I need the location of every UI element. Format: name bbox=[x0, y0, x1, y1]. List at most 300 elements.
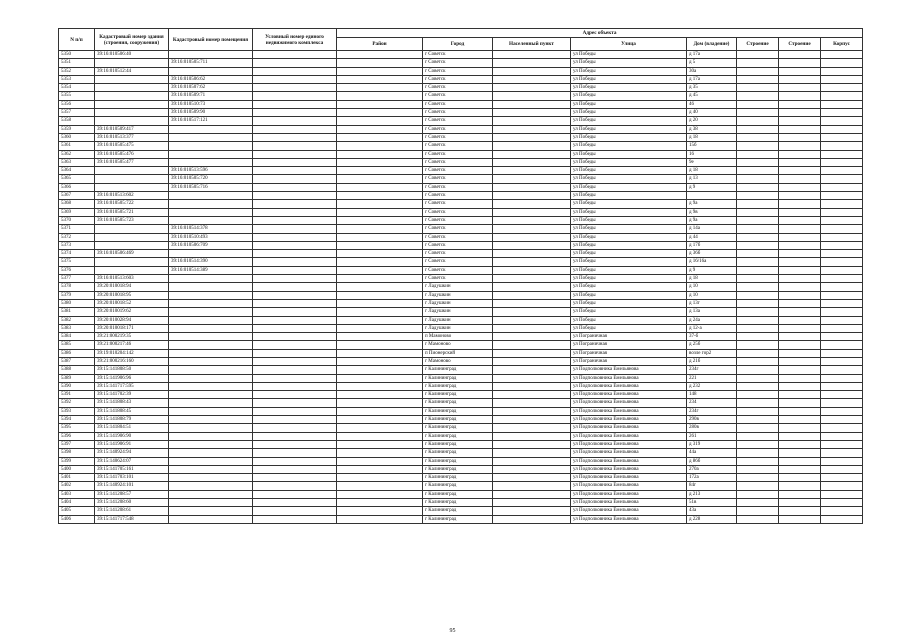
cell-flat bbox=[821, 341, 863, 349]
cell-city: г Ладушкин bbox=[423, 299, 493, 307]
cell-korpus bbox=[737, 183, 779, 191]
cell-stroenie bbox=[779, 51, 821, 59]
cell-complex-num bbox=[253, 216, 337, 224]
cell-flat bbox=[821, 216, 863, 224]
cell-street: ул Победы bbox=[571, 308, 687, 316]
cell-stroenie bbox=[779, 357, 821, 365]
cell-street: ул Победы bbox=[571, 67, 687, 75]
cell-stroenie bbox=[779, 125, 821, 133]
cell-street: ул Подполковника Емельянова bbox=[571, 382, 687, 390]
cell-complex-num bbox=[253, 391, 337, 399]
cell-district bbox=[337, 357, 423, 365]
cell-complex-num bbox=[253, 457, 337, 465]
cell-building-cad: 39:16:010513:377 bbox=[95, 133, 169, 141]
cell-flat bbox=[821, 84, 863, 92]
cell-district bbox=[337, 225, 423, 233]
table-row bbox=[59, 482, 863, 490]
cell-city: г Калининград bbox=[423, 391, 493, 399]
cell-complex-num bbox=[253, 283, 337, 291]
header-district: Район bbox=[337, 38, 423, 51]
cell-house: д 10 bbox=[687, 291, 737, 299]
cell-settlement bbox=[493, 150, 571, 158]
cell-house: 234г bbox=[687, 366, 737, 374]
cell-building-cad bbox=[95, 266, 169, 274]
cell-korpus bbox=[737, 175, 779, 183]
cell-complex-num bbox=[253, 275, 337, 283]
cell-city: г Калининград bbox=[423, 399, 493, 407]
cell-building-cad: 39:20:010019:62 bbox=[95, 308, 169, 316]
cell-flat bbox=[821, 250, 863, 258]
cell-street: ул Победы bbox=[571, 133, 687, 141]
cell-premise-cad bbox=[169, 133, 253, 141]
cell-street: ул Подполковника Емельянова bbox=[571, 374, 687, 382]
cell-complex-num bbox=[253, 349, 337, 357]
cell-row-num: 5389 bbox=[59, 374, 95, 382]
cell-city: г Советск bbox=[423, 266, 493, 274]
table-row bbox=[59, 341, 863, 349]
cell-korpus bbox=[737, 474, 779, 482]
cell-house: д 16/16а bbox=[687, 258, 737, 266]
cell-street: ул Подполковника Емельянова bbox=[571, 490, 687, 498]
cell-street: ул Подполковника Емельянова bbox=[571, 416, 687, 424]
cell-city: п Мамоново bbox=[423, 333, 493, 341]
cell-house: д 5 bbox=[687, 59, 737, 67]
table-row bbox=[59, 407, 863, 415]
cell-flat bbox=[821, 316, 863, 324]
cell-street: ул Подполковника Емельянова bbox=[571, 474, 687, 482]
table-row bbox=[59, 474, 863, 482]
cell-building-cad: 39:15:141208:60 bbox=[95, 499, 169, 507]
cell-street: ул Победы bbox=[571, 208, 687, 216]
cell-complex-num bbox=[253, 250, 337, 258]
cell-street: ул Победы bbox=[571, 258, 687, 266]
cell-city: г Калининград bbox=[423, 432, 493, 440]
cell-house: д 25б bbox=[687, 341, 737, 349]
cell-city: г Советск bbox=[423, 100, 493, 108]
table-row bbox=[59, 424, 863, 432]
cell-district bbox=[337, 117, 423, 125]
table-row bbox=[59, 499, 863, 507]
cell-complex-num bbox=[253, 133, 337, 141]
cell-building-cad bbox=[95, 258, 169, 266]
cell-flat bbox=[821, 374, 863, 382]
cell-district bbox=[337, 515, 423, 523]
cell-premise-cad bbox=[169, 399, 253, 407]
table-row bbox=[59, 399, 863, 407]
cell-district bbox=[337, 250, 423, 258]
cell-district bbox=[337, 407, 423, 415]
cell-row-num: 5351 bbox=[59, 59, 95, 67]
cell-house: 51в bbox=[687, 499, 737, 507]
cell-korpus bbox=[737, 258, 779, 266]
cell-stroenie bbox=[779, 150, 821, 158]
cell-row-num: 5358 bbox=[59, 117, 95, 125]
cell-district bbox=[337, 216, 423, 224]
cell-row-num: 5371 bbox=[59, 225, 95, 233]
cell-settlement bbox=[493, 92, 571, 100]
cell-complex-num bbox=[253, 299, 337, 307]
table-row bbox=[59, 416, 863, 424]
cell-street: ул Победы bbox=[571, 117, 687, 125]
cell-premise-cad bbox=[169, 382, 253, 390]
cell-complex-num bbox=[253, 67, 337, 75]
cell-house: 15б bbox=[687, 142, 737, 150]
table-row bbox=[59, 117, 863, 125]
cell-row-num: 5391 bbox=[59, 391, 95, 399]
cell-street: ул Победы bbox=[571, 216, 687, 224]
cell-city: г Советск bbox=[423, 241, 493, 249]
cell-building-cad: 39:16:010512:44 bbox=[95, 67, 169, 75]
cell-premise-cad bbox=[169, 283, 253, 291]
cell-building-cad bbox=[95, 225, 169, 233]
cell-premise-cad bbox=[169, 440, 253, 448]
cell-house: 46 bbox=[687, 100, 737, 108]
cell-house: 16 bbox=[687, 150, 737, 158]
cell-row-num: 5372 bbox=[59, 233, 95, 241]
cell-stroenie bbox=[779, 208, 821, 216]
cell-premise-cad: 39:16:010514:378 bbox=[169, 225, 253, 233]
cell-house: д 14а bbox=[687, 225, 737, 233]
cell-complex-num bbox=[253, 440, 337, 448]
cell-premise-cad bbox=[169, 474, 253, 482]
table-row bbox=[59, 366, 863, 374]
cell-district bbox=[337, 324, 423, 332]
cell-flat bbox=[821, 474, 863, 482]
cell-settlement bbox=[493, 175, 571, 183]
cell-korpus bbox=[737, 200, 779, 208]
cell-building-cad: 39:15:141804:51 bbox=[95, 424, 169, 432]
cell-district bbox=[337, 142, 423, 150]
cell-settlement bbox=[493, 109, 571, 117]
cell-building-cad: 39:15:140624:07 bbox=[95, 457, 169, 465]
cell-row-num: 5392 bbox=[59, 399, 95, 407]
cell-street: ул Подполковника Емельянова bbox=[571, 457, 687, 465]
table-row bbox=[59, 158, 863, 166]
cell-city: г Калининград bbox=[423, 465, 493, 473]
cell-house: 84г bbox=[687, 482, 737, 490]
cell-stroenie bbox=[779, 175, 821, 183]
cell-row-num: 5405 bbox=[59, 507, 95, 515]
cell-flat bbox=[821, 432, 863, 440]
cell-street: ул Победы bbox=[571, 183, 687, 191]
cell-settlement bbox=[493, 399, 571, 407]
cell-district bbox=[337, 382, 423, 390]
cell-house: 270а bbox=[687, 465, 737, 473]
cell-stroenie bbox=[779, 250, 821, 258]
table-row bbox=[59, 391, 863, 399]
cell-street: ул Победы bbox=[571, 84, 687, 92]
cell-house: 261 bbox=[687, 432, 737, 440]
cell-premise-cad bbox=[169, 499, 253, 507]
cell-korpus bbox=[737, 316, 779, 324]
cell-stroenie bbox=[779, 440, 821, 448]
header-house: Дом (владение) bbox=[687, 38, 737, 51]
cell-street: ул Победы bbox=[571, 100, 687, 108]
cell-settlement bbox=[493, 225, 571, 233]
cell-settlement bbox=[493, 382, 571, 390]
cell-premise-cad bbox=[169, 333, 253, 341]
cell-flat bbox=[821, 490, 863, 498]
cell-settlement bbox=[493, 233, 571, 241]
table-row bbox=[59, 316, 863, 324]
cell-settlement bbox=[493, 275, 571, 283]
cell-city: г Советск bbox=[423, 258, 493, 266]
cell-complex-num bbox=[253, 150, 337, 158]
cell-stroenie bbox=[779, 167, 821, 175]
table-row bbox=[59, 357, 863, 365]
cell-row-num: 5385 bbox=[59, 341, 95, 349]
cell-korpus bbox=[737, 158, 779, 166]
cell-settlement bbox=[493, 51, 571, 59]
cell-row-num: 5381 bbox=[59, 308, 95, 316]
cell-stroenie bbox=[779, 474, 821, 482]
cell-city: г Советск bbox=[423, 125, 493, 133]
cell-building-cad: 39:15:141808:50 bbox=[95, 366, 169, 374]
cell-stroenie bbox=[779, 117, 821, 125]
cell-city: г Советск bbox=[423, 250, 493, 258]
cell-house: д 38 bbox=[687, 125, 737, 133]
cell-building-cad: 39:15:141703:101 bbox=[95, 474, 169, 482]
cell-settlement bbox=[493, 457, 571, 465]
cell-settlement bbox=[493, 183, 571, 191]
cell-city: г Ладушкин bbox=[423, 308, 493, 316]
cell-building-cad: 39:21:000216:160 bbox=[95, 357, 169, 365]
cell-korpus bbox=[737, 482, 779, 490]
cell-complex-num bbox=[253, 233, 337, 241]
cell-stroenie bbox=[779, 349, 821, 357]
cell-street: ул Победы bbox=[571, 109, 687, 117]
cell-stroenie bbox=[779, 133, 821, 141]
cell-house: д 9а bbox=[687, 200, 737, 208]
cell-district bbox=[337, 150, 423, 158]
cell-building-cad: 39:20:010018:171 bbox=[95, 324, 169, 332]
cell-building-cad bbox=[95, 59, 169, 67]
cell-street: ул Пограничная bbox=[571, 341, 687, 349]
cell-flat bbox=[821, 200, 863, 208]
cell-row-num: 5401 bbox=[59, 474, 95, 482]
cell-complex-num bbox=[253, 200, 337, 208]
cell-flat bbox=[821, 507, 863, 515]
cell-row-num: 5383 bbox=[59, 324, 95, 332]
cell-settlement bbox=[493, 192, 571, 200]
cell-settlement bbox=[493, 333, 571, 341]
table-row bbox=[59, 175, 863, 183]
cell-premise-cad bbox=[169, 150, 253, 158]
cell-row-num: 5368 bbox=[59, 200, 95, 208]
cell-settlement bbox=[493, 283, 571, 291]
cell-flat bbox=[821, 416, 863, 424]
cell-building-cad: 39:15:141808:79 bbox=[95, 416, 169, 424]
cell-premise-cad bbox=[169, 374, 253, 382]
cell-house: д 17а bbox=[687, 51, 737, 59]
cell-settlement bbox=[493, 167, 571, 175]
cell-city: г Советск bbox=[423, 133, 493, 141]
table-row bbox=[59, 299, 863, 307]
table-row bbox=[59, 266, 863, 274]
cell-settlement bbox=[493, 250, 571, 258]
cell-premise-cad: 39:16:010506:709 bbox=[169, 241, 253, 249]
cell-city: г Калининград bbox=[423, 366, 493, 374]
cell-street: ул Победы bbox=[571, 150, 687, 158]
cell-stroenie bbox=[779, 324, 821, 332]
cell-street: ул Победы bbox=[571, 192, 687, 200]
cell-complex-num bbox=[253, 482, 337, 490]
cell-district bbox=[337, 67, 423, 75]
cell-city: г Советск bbox=[423, 175, 493, 183]
cell-street: ул Победы bbox=[571, 233, 687, 241]
cell-settlement bbox=[493, 266, 571, 274]
cell-complex-num bbox=[253, 499, 337, 507]
cell-korpus bbox=[737, 382, 779, 390]
cell-complex-num bbox=[253, 158, 337, 166]
cell-complex-num bbox=[253, 474, 337, 482]
header-city: Город bbox=[423, 38, 493, 51]
cell-korpus bbox=[737, 299, 779, 307]
cell-street: ул Победы bbox=[571, 250, 687, 258]
cell-premise-cad bbox=[169, 200, 253, 208]
cell-stroenie bbox=[779, 391, 821, 399]
cell-street: ул Победы bbox=[571, 283, 687, 291]
cell-street: ул Победы bbox=[571, 51, 687, 59]
cell-complex-num bbox=[253, 92, 337, 100]
cell-complex-num bbox=[253, 192, 337, 200]
cell-city: г Калининград bbox=[423, 507, 493, 515]
cell-street: ул Победы bbox=[571, 241, 687, 249]
cell-premise-cad bbox=[169, 515, 253, 523]
cell-street: ул Подполковника Емельянова bbox=[571, 515, 687, 523]
cell-district bbox=[337, 266, 423, 274]
cell-street: ул Победы bbox=[571, 175, 687, 183]
cell-flat bbox=[821, 241, 863, 249]
table-row bbox=[59, 92, 863, 100]
cell-row-num: 5400 bbox=[59, 465, 95, 473]
cell-house: д 9а bbox=[687, 216, 737, 224]
cell-korpus bbox=[737, 109, 779, 117]
cell-city: г Калининград bbox=[423, 457, 493, 465]
cell-settlement bbox=[493, 391, 571, 399]
cell-district bbox=[337, 167, 423, 175]
cell-premise-cad bbox=[169, 490, 253, 498]
cell-district bbox=[337, 233, 423, 241]
cell-complex-num bbox=[253, 117, 337, 125]
cell-city: г Калининград bbox=[423, 474, 493, 482]
cell-korpus bbox=[737, 449, 779, 457]
cell-district bbox=[337, 200, 423, 208]
cell-city: г Советск bbox=[423, 92, 493, 100]
cell-street: ул Подполковника Емельянова bbox=[571, 432, 687, 440]
cell-premise-cad bbox=[169, 407, 253, 415]
cell-city: п Пионерский bbox=[423, 349, 493, 357]
table-row bbox=[59, 457, 863, 465]
cell-building-cad: 39:20:010018:52 bbox=[95, 299, 169, 307]
cell-stroenie bbox=[779, 100, 821, 108]
cell-flat bbox=[821, 192, 863, 200]
cell-complex-num bbox=[253, 59, 337, 67]
cell-stroenie bbox=[779, 482, 821, 490]
cell-house: д 21б bbox=[687, 357, 737, 365]
table-row bbox=[59, 374, 863, 382]
cell-premise-cad bbox=[169, 391, 253, 399]
cell-korpus bbox=[737, 374, 779, 382]
cell-street: ул Победы bbox=[571, 125, 687, 133]
cell-premise-cad: 39:16:010509:71 bbox=[169, 92, 253, 100]
cell-settlement bbox=[493, 208, 571, 216]
cell-stroenie bbox=[779, 507, 821, 515]
cell-house: д 9 bbox=[687, 266, 737, 274]
cell-flat bbox=[821, 59, 863, 67]
cell-korpus bbox=[737, 391, 779, 399]
cell-row-num: 5369 bbox=[59, 208, 95, 216]
cell-stroenie bbox=[779, 216, 821, 224]
cell-flat bbox=[821, 75, 863, 83]
cell-district bbox=[337, 84, 423, 92]
cell-street: ул Пограничная bbox=[571, 357, 687, 365]
cell-house: д 10 bbox=[687, 283, 737, 291]
table-row bbox=[59, 100, 863, 108]
header-complex-num: Условный номер единого недвижимого комплекса bbox=[253, 29, 337, 51]
cell-settlement bbox=[493, 374, 571, 382]
cell-city: г Советск bbox=[423, 158, 493, 166]
cell-stroenie bbox=[779, 465, 821, 473]
cell-flat bbox=[821, 92, 863, 100]
cell-settlement bbox=[493, 125, 571, 133]
cell-korpus bbox=[737, 241, 779, 249]
cell-city: г Мамоново bbox=[423, 357, 493, 365]
cell-street: ул Победы bbox=[571, 266, 687, 274]
table-row bbox=[59, 208, 863, 216]
cell-complex-num bbox=[253, 308, 337, 316]
cell-stroenie bbox=[779, 291, 821, 299]
table-row bbox=[59, 192, 863, 200]
cell-stroenie bbox=[779, 241, 821, 249]
table-row bbox=[59, 59, 863, 67]
cell-premise-cad bbox=[169, 51, 253, 59]
cell-row-num: 5356 bbox=[59, 100, 95, 108]
table-row bbox=[59, 225, 863, 233]
cell-stroenie bbox=[779, 109, 821, 117]
cell-settlement bbox=[493, 324, 571, 332]
cell-district bbox=[337, 183, 423, 191]
cell-building-cad bbox=[95, 183, 169, 191]
table-row bbox=[59, 250, 863, 258]
cell-settlement bbox=[493, 349, 571, 357]
cell-city: г Калининград bbox=[423, 482, 493, 490]
cell-premise-cad: 39:16:010513:596 bbox=[169, 167, 253, 175]
cell-row-num: 5398 bbox=[59, 449, 95, 457]
header-street: Улица bbox=[571, 38, 687, 51]
cell-district bbox=[337, 100, 423, 108]
cell-korpus bbox=[737, 324, 779, 332]
cell-building-cad bbox=[95, 233, 169, 241]
cell-street: ул Победы bbox=[571, 324, 687, 332]
cell-house: д 13 bbox=[687, 175, 737, 183]
cell-city: г Калининград bbox=[423, 440, 493, 448]
cell-row-num: 5379 bbox=[59, 291, 95, 299]
cell-flat bbox=[821, 167, 863, 175]
table-row bbox=[59, 233, 863, 241]
cell-korpus bbox=[737, 59, 779, 67]
cell-korpus bbox=[737, 399, 779, 407]
cell-stroenie bbox=[779, 233, 821, 241]
cell-row-num: 5388 bbox=[59, 366, 95, 374]
cell-korpus bbox=[737, 283, 779, 291]
cell-row-num: 5366 bbox=[59, 183, 95, 191]
cell-flat bbox=[821, 275, 863, 283]
cell-city: г Калининград bbox=[423, 424, 493, 432]
cell-korpus bbox=[737, 490, 779, 498]
cell-building-cad: 39:16:010513:603 bbox=[95, 275, 169, 283]
cell-complex-num bbox=[253, 208, 337, 216]
